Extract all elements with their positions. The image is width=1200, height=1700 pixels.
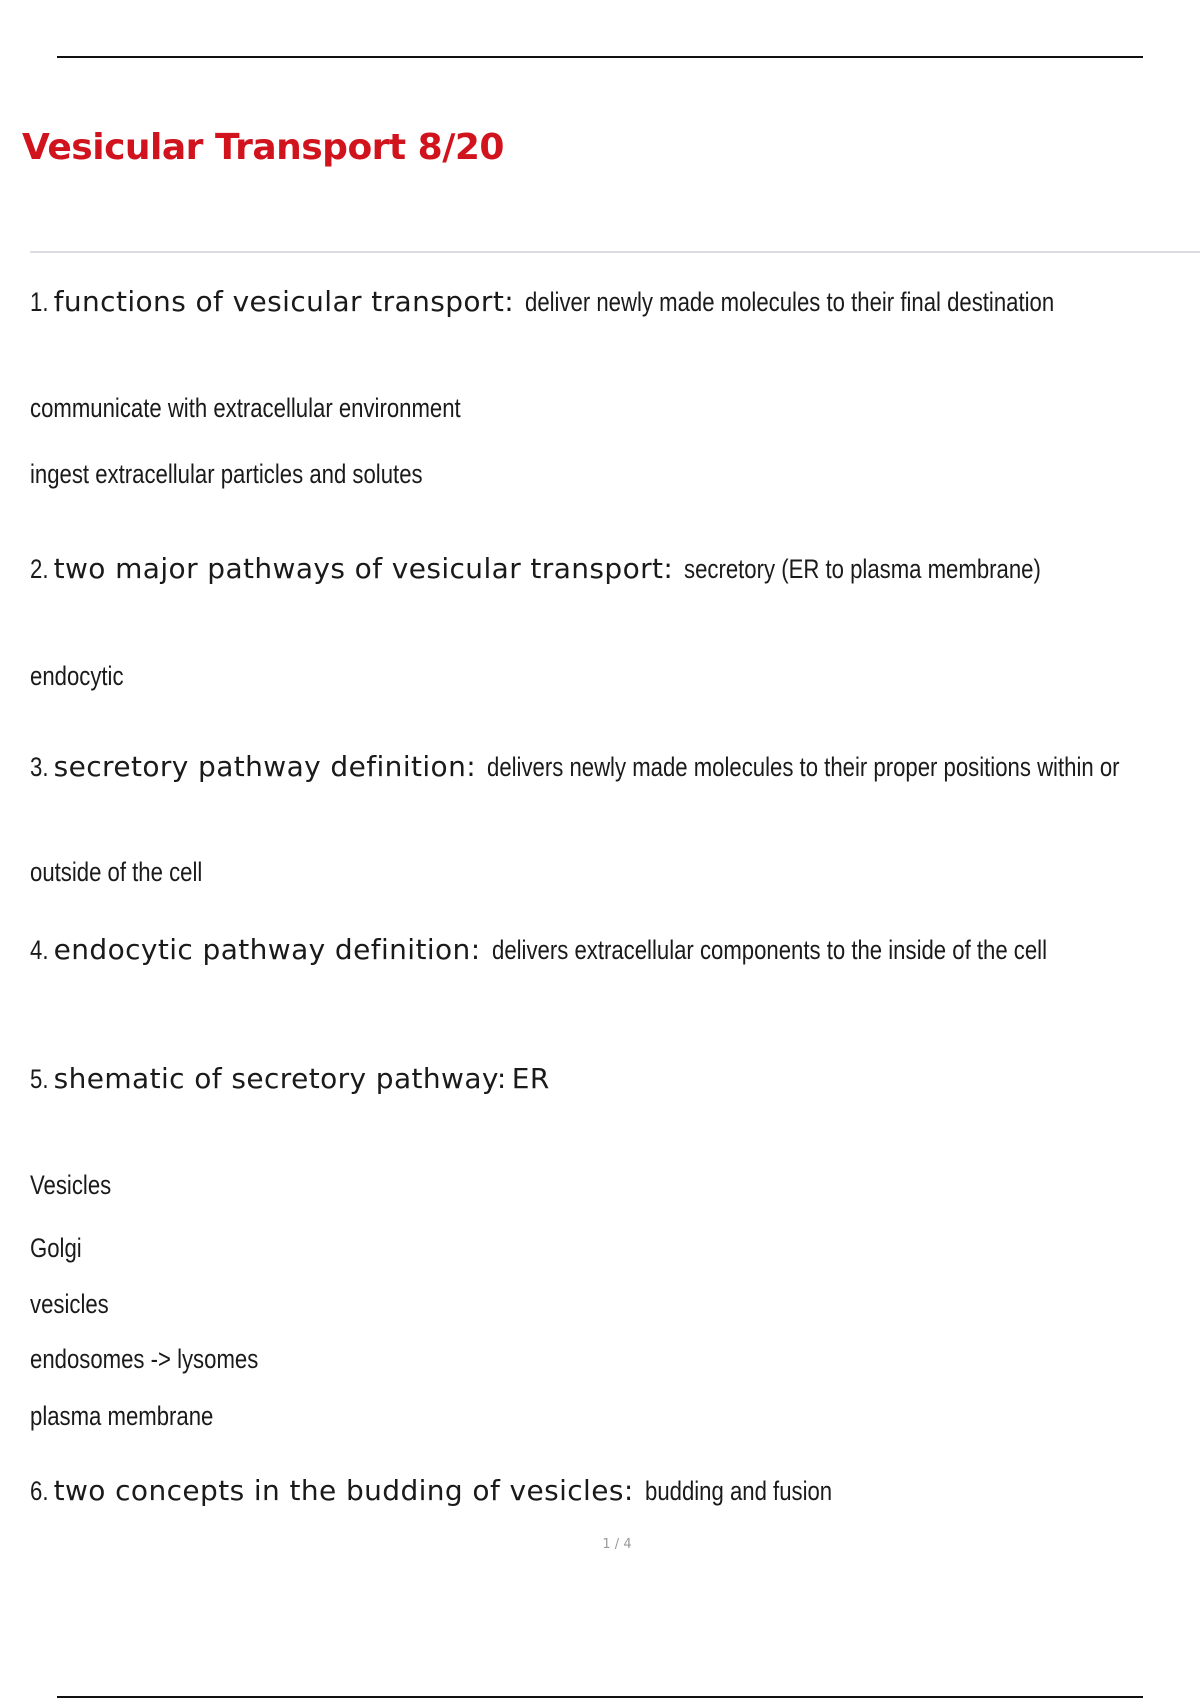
answer-line: communicate with extracellular environment — [30, 393, 461, 423]
question-4 — [30, 932, 1169, 972]
question-number: 5. — [30, 1064, 49, 1094]
question-3 — [30, 749, 1200, 789]
answer-line: ingest extracellular particles and solutes — [30, 459, 423, 489]
question-definition: ER — [511, 1062, 550, 1095]
answer-line: plasma membrane — [30, 1401, 214, 1431]
question-definition: deliver newly made molecules to their final destination — [525, 287, 1055, 317]
question-number: 4. — [30, 935, 49, 965]
question-term: two major pathways of vesicular transport: — [53, 552, 674, 585]
question-2 — [30, 551, 1119, 591]
question-term: secretory pathway definition: — [53, 750, 477, 783]
top-rule — [57, 56, 1143, 58]
question-definition: delivers extracellular components to the inside of the cell — [491, 935, 1047, 965]
question-definition: delivers newly made molecules to their proper positions within or — [487, 752, 1120, 782]
question-6 — [30, 1473, 873, 1513]
question-term: two concepts in the budding of vesicles: — [53, 1474, 634, 1507]
question-definition: secretory (ER to plasma membrane) — [684, 554, 1042, 584]
answer-line: Golgi — [30, 1233, 82, 1263]
document-title: Vesicular Transport 8/20 — [22, 127, 504, 168]
answer-line: outside of the cell — [30, 857, 203, 887]
question-number: 3. — [30, 752, 49, 782]
answer-line: endosomes -> lysomes — [30, 1344, 259, 1374]
answer-line: vesicles — [30, 1289, 109, 1319]
question-number: 1. — [30, 287, 49, 317]
question-term: endocytic pathway definition: — [53, 933, 481, 966]
question-number: 2. — [30, 554, 49, 584]
question-term: functions of vesicular transport: — [53, 285, 515, 318]
question-definition: budding and fusion — [644, 1476, 832, 1506]
answer-line: endocytic — [30, 661, 124, 691]
question-number: 6. — [30, 1476, 49, 1506]
title-divider — [30, 251, 1200, 253]
page-indicator: 1 / 4 — [602, 1537, 632, 1552]
answer-line: Vesicles — [30, 1170, 112, 1200]
question-term: shematic of secretory pathway: — [53, 1062, 507, 1095]
question-5 — [30, 1061, 550, 1101]
bottom-rule — [57, 1696, 1143, 1698]
question-1 — [30, 284, 1170, 324]
